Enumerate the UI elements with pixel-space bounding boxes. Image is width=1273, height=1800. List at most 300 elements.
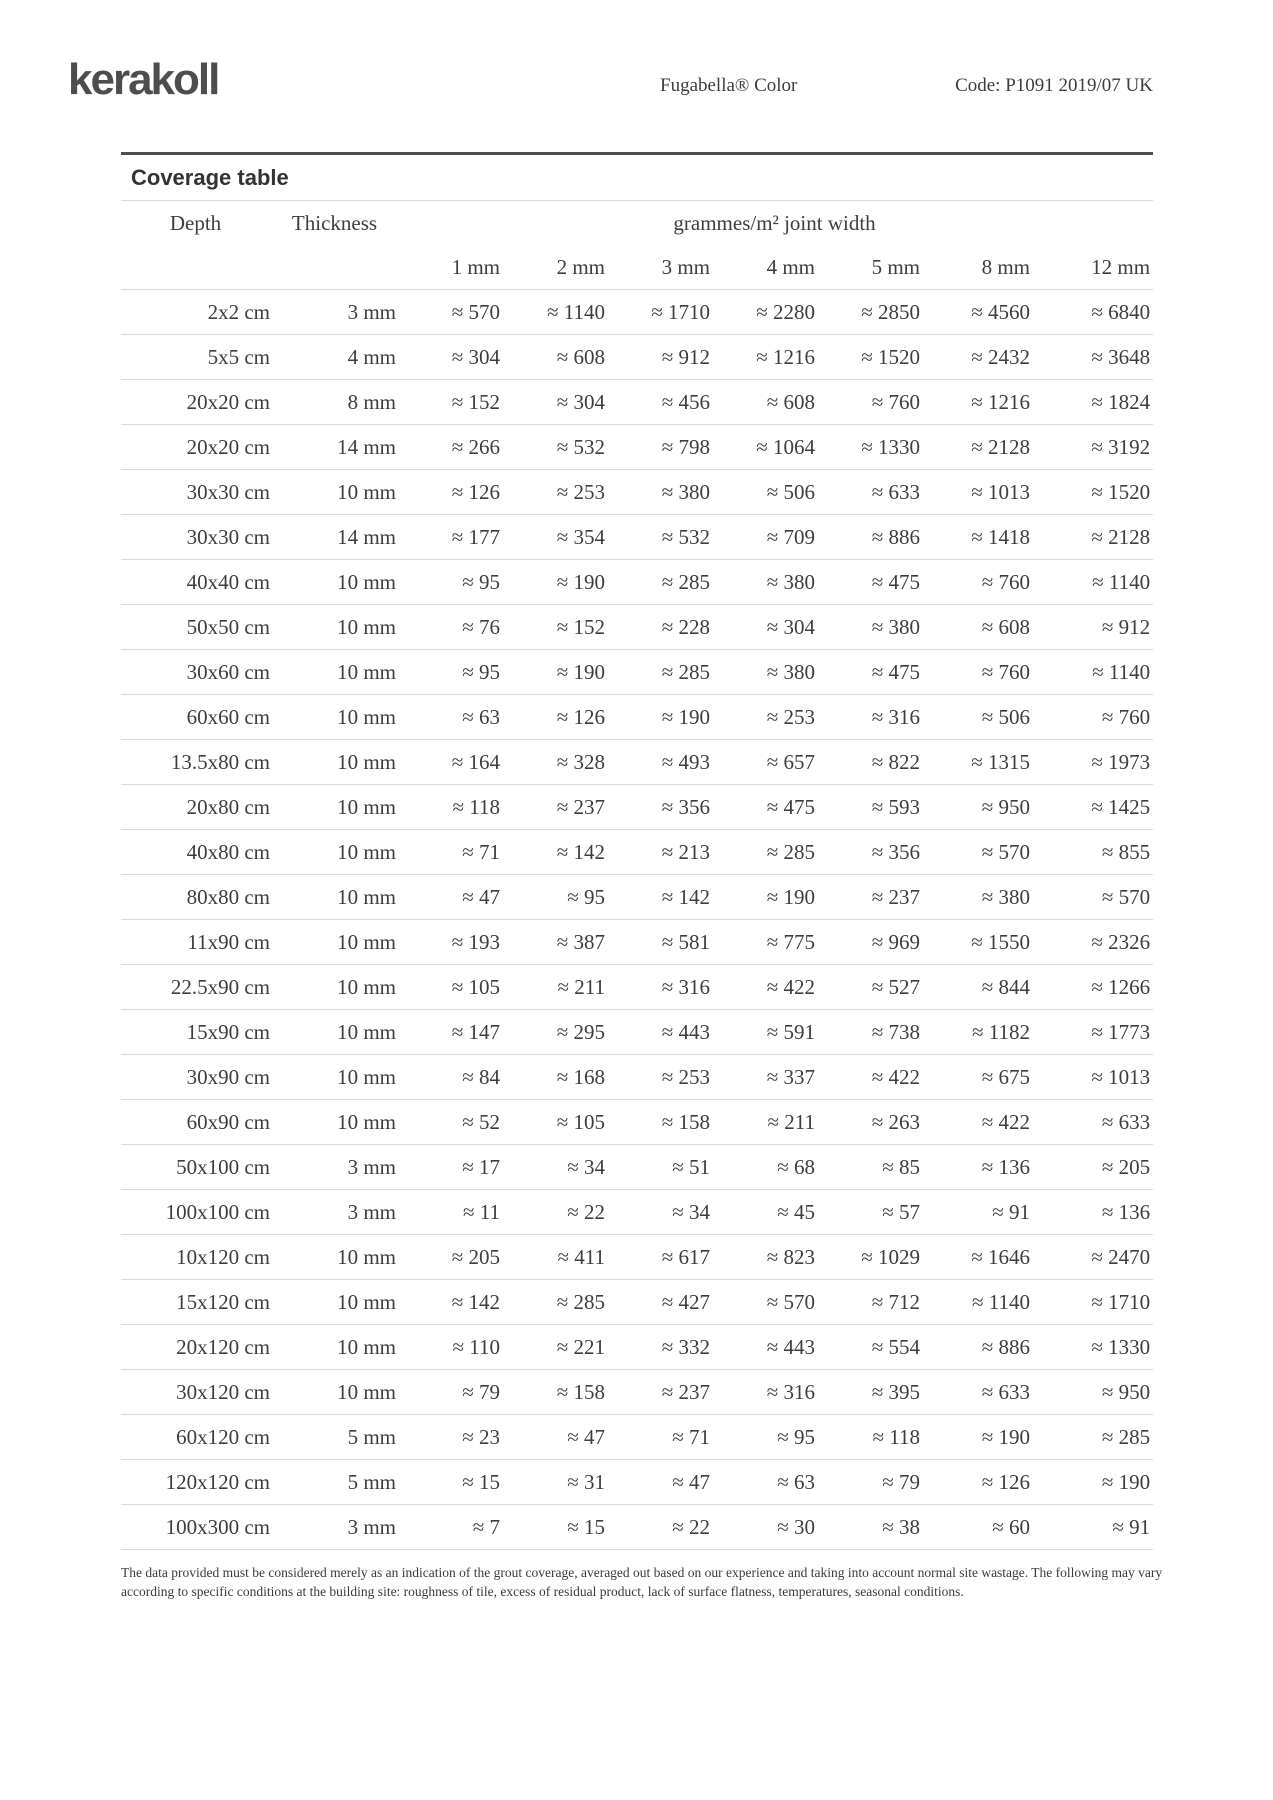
joint-width-header-cell: 3 mm (661, 254, 710, 279)
table-row (121, 1280, 1153, 1325)
coverage-value-cell: ≈ 1140 (503, 290, 608, 335)
coverage-value-cell: ≈ 168 (503, 1055, 608, 1100)
coverage-value-cell: ≈ 969 (818, 920, 923, 965)
coverage-value-cell: ≈ 60 (923, 1505, 1033, 1550)
coverage-value-cell: ≈ 1520 (818, 335, 923, 380)
coverage-value-cell: ≈ 316 (608, 965, 713, 1010)
coverage-value-cell: ≈ 17 (399, 1145, 503, 1190)
joint-width-header-cell: 1 mm (451, 254, 500, 279)
coverage-value-cell: ≈ 1140 (923, 1280, 1033, 1325)
depth-cell: 40x40 cm (121, 560, 273, 605)
coverage-value-cell: ≈ 79 (818, 1460, 923, 1505)
coverage-value-cell: ≈ 4560 (923, 290, 1033, 335)
coverage-value-cell: ≈ 380 (608, 470, 713, 515)
coverage-value-cell: ≈ 147 (399, 1010, 503, 1055)
footnote (121, 1564, 1163, 1602)
coverage-value-cell: ≈ 532 (503, 425, 608, 470)
depth-cell: 13.5x80 cm (121, 740, 273, 785)
coverage-value-cell: ≈ 712 (818, 1280, 923, 1325)
depth-cell: 100x300 cm (121, 1505, 273, 1550)
coverage-value-cell: ≈ 337 (713, 1055, 818, 1100)
table-row (121, 965, 1153, 1010)
table-row (121, 1235, 1153, 1280)
coverage-value-cell: ≈ 76 (399, 605, 503, 650)
coverage-value-cell: ≈ 253 (503, 470, 608, 515)
table-row (121, 920, 1153, 965)
thickness-cell: 10 mm (273, 965, 399, 1010)
coverage-value-cell: ≈ 158 (503, 1370, 608, 1415)
coverage-value-cell: ≈ 2280 (713, 290, 818, 335)
coverage-value-cell: ≈ 709 (713, 515, 818, 560)
coverage-value-cell: ≈ 38 (818, 1505, 923, 1550)
coverage-value-cell: ≈ 950 (1033, 1370, 1153, 1415)
coverage-value-cell: ≈ 912 (1033, 605, 1153, 650)
coverage-value-cell: ≈ 475 (818, 650, 923, 695)
coverage-value-cell: ≈ 205 (1033, 1145, 1153, 1190)
coverage-value-cell: ≈ 71 (399, 830, 503, 875)
coverage-value-cell: ≈ 11 (399, 1190, 503, 1235)
coverage-value-cell: ≈ 633 (818, 470, 923, 515)
coverage-value-cell: ≈ 91 (1033, 1505, 1153, 1550)
thickness-cell: 4 mm (273, 335, 399, 380)
coverage-value-cell: ≈ 380 (713, 560, 818, 605)
coverage-section (121, 152, 1163, 1602)
depth-cell: 80x80 cm (121, 875, 273, 920)
coverage-value-cell: ≈ 304 (503, 380, 608, 425)
depth-cell: 100x100 cm (121, 1190, 273, 1235)
coverage-value-cell: ≈ 158 (608, 1100, 713, 1145)
coverage-value-cell: ≈ 760 (923, 560, 1033, 605)
thickness-cell: 5 mm (273, 1460, 399, 1505)
coverage-value-cell: ≈ 63 (713, 1460, 818, 1505)
coverage-value-cell: ≈ 3648 (1033, 335, 1153, 380)
coverage-value-cell: ≈ 356 (608, 785, 713, 830)
coverage-value-cell: ≈ 105 (399, 965, 503, 1010)
thickness-cell: 10 mm (273, 605, 399, 650)
product-name: Fugabella® Color (660, 75, 798, 96)
coverage-value-cell: ≈ 1520 (1033, 470, 1153, 515)
coverage-value-cell: ≈ 136 (923, 1145, 1033, 1190)
coverage-value-cell: ≈ 886 (818, 515, 923, 560)
coverage-value-cell: ≈ 760 (923, 650, 1033, 695)
table-row (121, 605, 1153, 650)
coverage-value-cell: ≈ 1182 (923, 1010, 1033, 1055)
table-row (121, 1415, 1153, 1460)
coverage-value-cell: ≈ 237 (503, 785, 608, 830)
coverage-value-cell: ≈ 912 (608, 335, 713, 380)
coverage-value-cell: ≈ 285 (713, 830, 818, 875)
thickness-column-header: Thickness (273, 201, 399, 246)
depth-cell: 30x120 cm (121, 1370, 273, 1415)
coverage-value-cell: ≈ 422 (818, 1055, 923, 1100)
depth-cell: 20x20 cm (121, 425, 273, 470)
depth-cell: 60x90 cm (121, 1100, 273, 1145)
table-row (121, 740, 1153, 785)
coverage-value-cell: ≈ 617 (608, 1235, 713, 1280)
coverage-value-cell: ≈ 1064 (713, 425, 818, 470)
joint-width-header-row (121, 245, 1153, 290)
thickness-cell: 10 mm (273, 1100, 399, 1145)
coverage-value-cell: ≈ 30 (713, 1505, 818, 1550)
coverage-value-cell: ≈ 95 (399, 650, 503, 695)
coverage-value-cell: ≈ 51 (608, 1145, 713, 1190)
coverage-value-cell: ≈ 1425 (1033, 785, 1153, 830)
table-row (121, 1010, 1153, 1055)
table-row (121, 290, 1153, 335)
coverage-value-cell: ≈ 316 (713, 1370, 818, 1415)
coverage-value-cell: ≈ 95 (713, 1415, 818, 1460)
coverage-value-cell: ≈ 91 (923, 1190, 1033, 1235)
coverage-value-cell: ≈ 527 (818, 965, 923, 1010)
coverage-value-cell: ≈ 1013 (923, 470, 1033, 515)
table-row (121, 650, 1153, 695)
coverage-value-cell: ≈ 1029 (818, 1235, 923, 1280)
empty-header-cell (273, 245, 399, 290)
table-row (121, 830, 1153, 875)
coverage-value-cell: ≈ 328 (503, 740, 608, 785)
coverage-value-cell: ≈ 1418 (923, 515, 1033, 560)
coverage-value-cell: ≈ 411 (503, 1235, 608, 1280)
thickness-cell: 10 mm (273, 785, 399, 830)
coverage-value-cell: ≈ 554 (818, 1325, 923, 1370)
table-row (121, 1460, 1153, 1505)
coverage-value-cell: ≈ 126 (923, 1460, 1033, 1505)
coverage-value-cell: ≈ 380 (923, 875, 1033, 920)
coverage-value-cell: ≈ 190 (713, 875, 818, 920)
depth-cell: 5x5 cm (121, 335, 273, 380)
coverage-value-cell: ≈ 760 (818, 380, 923, 425)
coverage-value-cell: ≈ 6840 (1033, 290, 1153, 335)
coverage-value-cell: ≈ 1550 (923, 920, 1033, 965)
table-row (121, 1190, 1153, 1235)
thickness-cell: 10 mm (273, 920, 399, 965)
coverage-value-cell: ≈ 570 (923, 830, 1033, 875)
coverage-value-cell: ≈ 456 (608, 380, 713, 425)
table-row (121, 1325, 1153, 1370)
coverage-value-cell: ≈ 142 (503, 830, 608, 875)
coverage-value-cell: ≈ 886 (923, 1325, 1033, 1370)
coverage-value-cell: ≈ 285 (1033, 1415, 1153, 1460)
table-row (121, 1055, 1153, 1100)
coverage-value-cell: ≈ 822 (818, 740, 923, 785)
coverage-value-cell: ≈ 57 (818, 1190, 923, 1235)
coverage-value-cell: ≈ 1013 (1033, 1055, 1153, 1100)
depth-cell: 2x2 cm (121, 290, 273, 335)
depth-cell: 20x120 cm (121, 1325, 273, 1370)
coverage-value-cell: ≈ 380 (818, 605, 923, 650)
coverage-value-cell: ≈ 190 (503, 650, 608, 695)
coverage-value-cell: ≈ 506 (923, 695, 1033, 740)
coverage-value-cell: ≈ 395 (818, 1370, 923, 1415)
group-header-row (121, 201, 1153, 246)
joint-width-header-cell: 5 mm (871, 254, 920, 279)
coverage-table-body (121, 290, 1153, 1550)
table-row (121, 425, 1153, 470)
coverage-value-cell: ≈ 1266 (1033, 965, 1153, 1010)
depth-cell: 15x90 cm (121, 1010, 273, 1055)
thickness-cell: 10 mm (273, 1280, 399, 1325)
coverage-value-cell: ≈ 798 (608, 425, 713, 470)
thickness-cell: 3 mm (273, 290, 399, 335)
coverage-value-cell: ≈ 2326 (1033, 920, 1153, 965)
coverage-value-cell: ≈ 2470 (1033, 1235, 1153, 1280)
coverage-value-cell: ≈ 332 (608, 1325, 713, 1370)
coverage-value-cell: ≈ 152 (399, 380, 503, 425)
empty-header-cell (121, 245, 273, 290)
coverage-value-cell: ≈ 354 (503, 515, 608, 560)
coverage-value-cell: ≈ 71 (608, 1415, 713, 1460)
coverage-value-cell: ≈ 63 (399, 695, 503, 740)
coverage-table-head (121, 201, 1153, 290)
depth-cell: 50x50 cm (121, 605, 273, 650)
table-row (121, 380, 1153, 425)
coverage-value-cell: ≈ 285 (608, 650, 713, 695)
coverage-value-cell: ≈ 190 (503, 560, 608, 605)
coverage-value-cell: ≈ 1330 (1033, 1325, 1153, 1370)
thickness-cell: 10 mm (273, 1235, 399, 1280)
thickness-cell: 3 mm (273, 1505, 399, 1550)
thickness-cell: 10 mm (273, 875, 399, 920)
coverage-value-cell: ≈ 1646 (923, 1235, 1033, 1280)
depth-cell: 50x100 cm (121, 1145, 273, 1190)
coverage-value-cell: ≈ 443 (713, 1325, 818, 1370)
table-row (121, 1505, 1153, 1550)
coverage-value-cell: ≈ 2432 (923, 335, 1033, 380)
coverage-value-cell: ≈ 581 (608, 920, 713, 965)
kerakoll-logo: kerakoll (68, 55, 219, 104)
coverage-value-cell: ≈ 1973 (1033, 740, 1153, 785)
depth-cell: 20x80 cm (121, 785, 273, 830)
depth-cell: 120x120 cm (121, 1460, 273, 1505)
coverage-value-cell: ≈ 950 (923, 785, 1033, 830)
coverage-value-cell: ≈ 1140 (1033, 650, 1153, 695)
thickness-cell: 10 mm (273, 470, 399, 515)
coverage-value-cell: ≈ 387 (503, 920, 608, 965)
coverage-value-cell: ≈ 22 (608, 1505, 713, 1550)
coverage-value-cell: ≈ 110 (399, 1325, 503, 1370)
coverage-value-cell: ≈ 177 (399, 515, 503, 560)
coverage-value-cell: ≈ 211 (503, 965, 608, 1010)
coverage-value-cell: ≈ 126 (399, 470, 503, 515)
coverage-value-cell: ≈ 45 (713, 1190, 818, 1235)
coverage-value-cell: ≈ 34 (503, 1145, 608, 1190)
coverage-value-cell: ≈ 1140 (1033, 560, 1153, 605)
coverage-value-cell: ≈ 855 (1033, 830, 1153, 875)
coverage-value-cell: ≈ 2128 (1033, 515, 1153, 560)
coverage-value-cell: ≈ 95 (503, 875, 608, 920)
coverage-value-cell: ≈ 1216 (713, 335, 818, 380)
table-row (121, 515, 1153, 560)
coverage-value-cell: ≈ 760 (1033, 695, 1153, 740)
coverage-value-cell: ≈ 253 (713, 695, 818, 740)
coverage-value-cell: ≈ 118 (818, 1415, 923, 1460)
thickness-cell: 10 mm (273, 1325, 399, 1370)
coverage-value-cell: ≈ 380 (713, 650, 818, 695)
table-row (121, 470, 1153, 515)
coverage-value-cell: ≈ 633 (923, 1370, 1033, 1415)
coverage-value-cell: ≈ 136 (1033, 1190, 1153, 1235)
table-row (121, 875, 1153, 920)
coverage-value-cell: ≈ 675 (923, 1055, 1033, 1100)
coverage-value-cell: ≈ 427 (608, 1280, 713, 1325)
joint-width-group-header: grammes/m² joint width (399, 201, 1153, 246)
table-row (121, 335, 1153, 380)
coverage-value-cell: ≈ 1824 (1033, 380, 1153, 425)
thickness-cell: 10 mm (273, 830, 399, 875)
coverage-value-cell: ≈ 23 (399, 1415, 503, 1460)
coverage-value-cell: ≈ 213 (608, 830, 713, 875)
coverage-value-cell: ≈ 68 (713, 1145, 818, 1190)
coverage-value-cell: ≈ 738 (818, 1010, 923, 1055)
coverage-value-cell: ≈ 79 (399, 1370, 503, 1415)
coverage-value-cell: ≈ 285 (608, 560, 713, 605)
coverage-value-cell: ≈ 266 (399, 425, 503, 470)
coverage-value-cell: ≈ 105 (503, 1100, 608, 1145)
coverage-value-cell: ≈ 142 (399, 1280, 503, 1325)
thickness-cell: 10 mm (273, 740, 399, 785)
coverage-value-cell: ≈ 356 (818, 830, 923, 875)
thickness-cell: 10 mm (273, 1055, 399, 1100)
coverage-value-cell: ≈ 2128 (923, 425, 1033, 470)
depth-cell: 11x90 cm (121, 920, 273, 965)
coverage-value-cell: ≈ 15 (399, 1460, 503, 1505)
coverage-value-cell: ≈ 205 (399, 1235, 503, 1280)
thickness-cell: 3 mm (273, 1145, 399, 1190)
thickness-cell: 10 mm (273, 1370, 399, 1415)
thickness-cell: 10 mm (273, 1010, 399, 1055)
coverage-value-cell: ≈ 22 (503, 1190, 608, 1235)
footnote-line: The data provided must be considered merely as an indication of the grout coverage, averaged out based on our experience and taking into account normal site wastage. The following may vary (121, 1565, 1163, 1580)
coverage-value-cell: ≈ 190 (923, 1415, 1033, 1460)
coverage-value-cell: ≈ 844 (923, 965, 1033, 1010)
coverage-value-cell: ≈ 532 (608, 515, 713, 560)
coverage-table (121, 200, 1153, 1550)
coverage-value-cell: ≈ 775 (713, 920, 818, 965)
joint-width-header-cell: 2 mm (556, 254, 605, 279)
document-code: Code: P1091 2019/07 UK (955, 75, 1153, 96)
coverage-value-cell: ≈ 52 (399, 1100, 503, 1145)
table-row (121, 560, 1153, 605)
coverage-value-cell: ≈ 570 (1033, 875, 1153, 920)
table-row (121, 1370, 1153, 1415)
depth-cell: 20x20 cm (121, 380, 273, 425)
depth-cell: 60x60 cm (121, 695, 273, 740)
coverage-value-cell: ≈ 221 (503, 1325, 608, 1370)
coverage-value-cell: ≈ 193 (399, 920, 503, 965)
coverage-value-cell: ≈ 228 (608, 605, 713, 650)
coverage-value-cell: ≈ 1773 (1033, 1010, 1153, 1055)
depth-cell: 30x90 cm (121, 1055, 273, 1100)
depth-cell: 15x120 cm (121, 1280, 273, 1325)
coverage-value-cell: ≈ 304 (713, 605, 818, 650)
depth-cell: 40x80 cm (121, 830, 273, 875)
coverage-value-cell: ≈ 126 (503, 695, 608, 740)
coverage-value-cell: ≈ 1315 (923, 740, 1033, 785)
joint-width-header-cell: 4 mm (766, 254, 815, 279)
coverage-value-cell: ≈ 422 (713, 965, 818, 1010)
table-row (121, 1145, 1153, 1190)
coverage-value-cell: ≈ 95 (399, 560, 503, 605)
coverage-value-cell: ≈ 475 (818, 560, 923, 605)
thickness-cell: 14 mm (273, 515, 399, 560)
coverage-value-cell: ≈ 633 (1033, 1100, 1153, 1145)
coverage-value-cell: ≈ 1216 (923, 380, 1033, 425)
coverage-value-cell: ≈ 593 (818, 785, 923, 830)
coverage-value-cell: ≈ 190 (608, 695, 713, 740)
thickness-cell: 10 mm (273, 650, 399, 695)
coverage-value-cell: ≈ 152 (503, 605, 608, 650)
joint-width-header-cell: 12 mm (1091, 254, 1151, 279)
thickness-cell: 8 mm (273, 380, 399, 425)
coverage-value-cell: ≈ 34 (608, 1190, 713, 1235)
coverage-value-cell: ≈ 15 (503, 1505, 608, 1550)
coverage-value-cell: ≈ 608 (713, 380, 818, 425)
footnote-line: according to specific conditions at the building site: roughness of tile, excess of residual product, lack of surface flatness, temperatures, seasonal conditions. (121, 1583, 964, 1599)
coverage-value-cell: ≈ 295 (503, 1010, 608, 1055)
depth-cell: 60x120 cm (121, 1415, 273, 1460)
coverage-value-cell: ≈ 422 (923, 1100, 1033, 1145)
coverage-value-cell: ≈ 164 (399, 740, 503, 785)
table-row (121, 695, 1153, 740)
coverage-value-cell: ≈ 316 (818, 695, 923, 740)
thickness-cell: 3 mm (273, 1190, 399, 1235)
coverage-value-cell: ≈ 85 (818, 1145, 923, 1190)
depth-cell: 30x30 cm (121, 515, 273, 560)
table-row (121, 785, 1153, 830)
coverage-value-cell: ≈ 237 (818, 875, 923, 920)
coverage-value-cell: ≈ 657 (713, 740, 818, 785)
depth-cell: 10x120 cm (121, 1235, 273, 1280)
coverage-value-cell: ≈ 1710 (1033, 1280, 1153, 1325)
coverage-value-cell: ≈ 3192 (1033, 425, 1153, 470)
coverage-value-cell: ≈ 475 (713, 785, 818, 830)
coverage-value-cell: ≈ 285 (503, 1280, 608, 1325)
depth-column-header: Depth (121, 201, 273, 246)
coverage-table-title: Coverage table (131, 165, 289, 190)
coverage-value-cell: ≈ 2850 (818, 290, 923, 335)
coverage-value-cell: ≈ 31 (503, 1460, 608, 1505)
coverage-value-cell: ≈ 142 (608, 875, 713, 920)
thickness-cell: 5 mm (273, 1415, 399, 1460)
coverage-value-cell: ≈ 1710 (608, 290, 713, 335)
thickness-cell: 14 mm (273, 425, 399, 470)
coverage-value-cell: ≈ 190 (1033, 1460, 1153, 1505)
coverage-value-cell: ≈ 253 (608, 1055, 713, 1100)
coverage-value-cell: ≈ 84 (399, 1055, 503, 1100)
coverage-value-cell: ≈ 591 (713, 1010, 818, 1055)
coverage-value-cell: ≈ 570 (399, 290, 503, 335)
coverage-value-cell: ≈ 47 (608, 1460, 713, 1505)
thickness-cell: 10 mm (273, 695, 399, 740)
thickness-cell: 10 mm (273, 560, 399, 605)
joint-width-header-cell: 8 mm (981, 254, 1030, 279)
depth-cell: 30x30 cm (121, 470, 273, 515)
coverage-value-cell: ≈ 118 (399, 785, 503, 830)
coverage-value-cell: ≈ 608 (923, 605, 1033, 650)
coverage-value-cell: ≈ 570 (713, 1280, 818, 1325)
coverage-value-cell: ≈ 493 (608, 740, 713, 785)
coverage-value-cell: ≈ 47 (503, 1415, 608, 1460)
coverage-value-cell: ≈ 263 (818, 1100, 923, 1145)
table-row (121, 1100, 1153, 1145)
coverage-value-cell: ≈ 237 (608, 1370, 713, 1415)
coverage-value-cell: ≈ 211 (713, 1100, 818, 1145)
coverage-value-cell: ≈ 1330 (818, 425, 923, 470)
coverage-value-cell: ≈ 47 (399, 875, 503, 920)
coverage-value-cell: ≈ 506 (713, 470, 818, 515)
coverage-value-cell: ≈ 823 (713, 1235, 818, 1280)
depth-cell: 30x60 cm (121, 650, 273, 695)
